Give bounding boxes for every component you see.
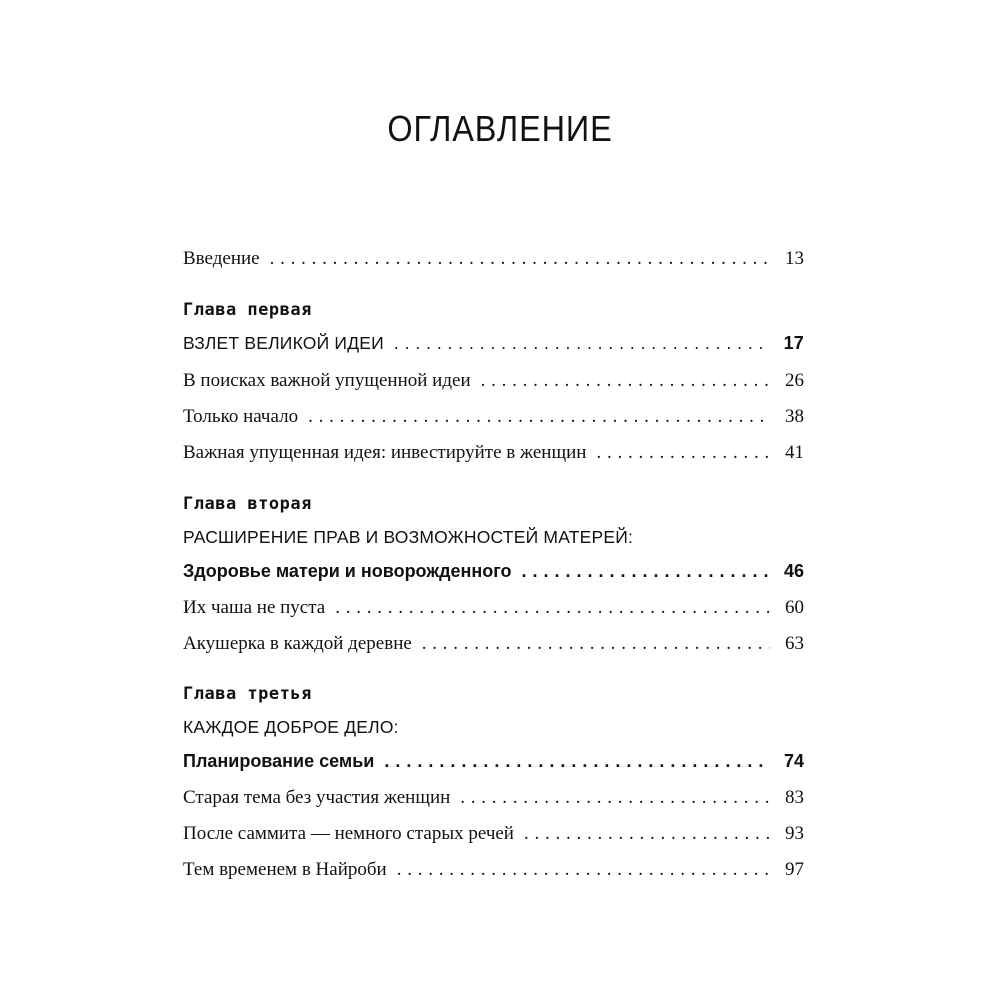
toc-entry-label: Только начало: [183, 406, 299, 427]
toc-entry-label: Акушерка в каждой деревне: [183, 633, 412, 654]
toc-entry-label: Важная упущенная идея: инвестируйте в женщин: [183, 442, 587, 463]
toc-chapter-heading-1[interactable]: [183, 333, 804, 363]
toc-page-number: 46: [783, 561, 804, 581]
toc-chapter-subheading-3[interactable]: [183, 751, 804, 781]
toc-entry[interactable]: [183, 442, 804, 472]
toc-page-number: 83: [785, 787, 804, 808]
toc-chapter-heading-3[interactable]: КАЖДОЕ ДОБРОЕ ДЕЛО:: [183, 717, 399, 737]
toc-chapter-heading-2[interactable]: РАСШИРЕНИЕ ПРАВ И ВОЗМОЖНОСТЕЙ МАТЕРЕЙ:: [183, 527, 634, 547]
toc-entry-label: Введение: [183, 248, 260, 269]
toc-entry[interactable]: [183, 597, 804, 627]
toc-entry-label: Старая тема без участия женщин: [183, 787, 451, 808]
dot-leader: [308, 406, 770, 429]
dot-leader: [460, 787, 770, 810]
toc-page-number: 38: [785, 406, 804, 427]
toc-entry-label: Тем временем в Найроби: [183, 859, 387, 880]
toc-entry-label: Здоровье матери и новорожденного: [183, 561, 512, 581]
toc-page-number: 93: [785, 823, 804, 844]
toc-entry-label: ВЗЛЕТ ВЕЛИКОЙ ИДЕИ: [183, 333, 384, 353]
chapter-label-3: Глава третья: [183, 684, 312, 704]
toc-entry-label: Их чаша не пуста: [183, 597, 326, 618]
toc-entry-label: После саммита — немного старых речей: [183, 823, 514, 844]
dot-leader: [522, 561, 770, 583]
chapter-label-2: Глава вторая: [183, 494, 312, 514]
toc-page-number: 13: [785, 248, 804, 269]
dot-leader: [481, 370, 770, 393]
dot-leader: [384, 751, 770, 773]
toc-page-number: 97: [785, 859, 804, 880]
toc-entry[interactable]: [183, 370, 804, 400]
dot-leader: [596, 442, 770, 465]
toc-page-number: 63: [785, 633, 804, 654]
toc-entry-intro[interactable]: [183, 248, 804, 278]
toc-page-number: 60: [785, 597, 804, 618]
dot-leader: [394, 333, 770, 354]
toc-entry[interactable]: [183, 823, 804, 853]
toc-page-number: 26: [785, 370, 804, 391]
toc-page-number: 74: [783, 751, 804, 771]
toc-entry[interactable]: [183, 859, 804, 889]
dot-leader: [422, 633, 770, 656]
dot-leader: [270, 248, 770, 271]
chapter-label-1: Глава первая: [183, 300, 312, 320]
toc-entry-label: Планирование семьи: [183, 751, 375, 771]
dot-leader: [397, 859, 770, 882]
toc-entry[interactable]: [183, 633, 804, 663]
dot-leader: [335, 597, 770, 620]
toc-page-number: 41: [785, 442, 804, 463]
toc-entry[interactable]: [183, 787, 804, 817]
toc-chapter-subheading-2[interactable]: [183, 561, 804, 591]
page-title: ОГЛАВЛЕНИЕ: [387, 108, 613, 149]
dot-leader: [524, 823, 770, 846]
toc-entry-label: В поисках важной упущенной идеи: [183, 370, 471, 391]
toc-entry[interactable]: [183, 406, 804, 436]
toc-page-number: 17: [783, 333, 804, 353]
